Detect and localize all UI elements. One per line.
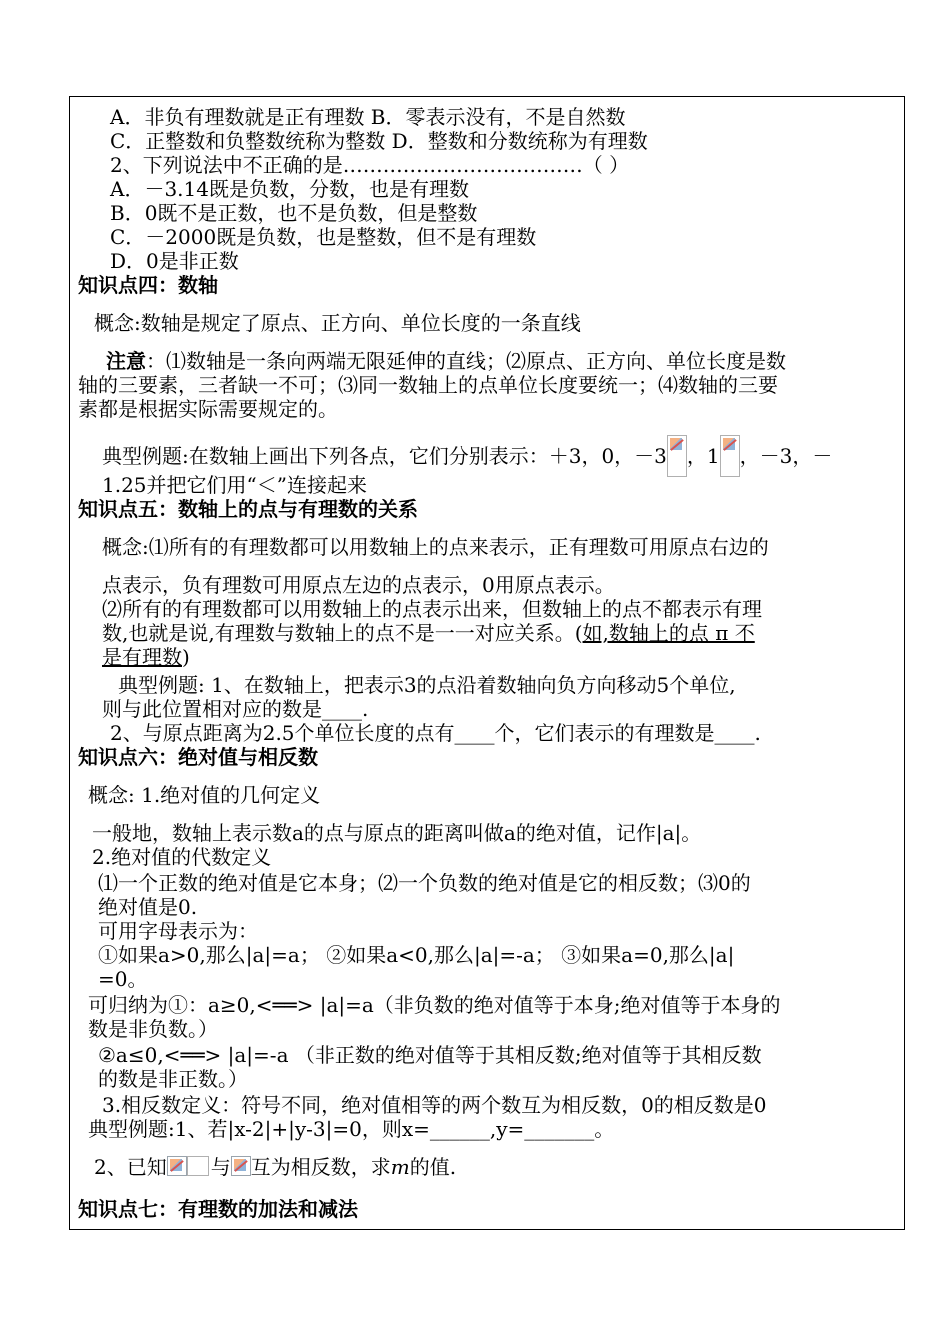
concept-line: 可归纳为①：a≥0,<══> |a|=a（非负数的绝对值等于本身;绝对值等于本身的 xyxy=(88,993,781,1017)
underlined-text: 是有理数 xyxy=(102,645,182,669)
concept-line: 3.相反数定义：符号不同，绝对值相等的两个数互为相反数，0的相反数是0 xyxy=(102,1093,767,1117)
broken-image-icon xyxy=(668,436,686,454)
example-line: 1.25并把它们用“＜”连接起来 xyxy=(102,473,367,497)
note-line: 轴的三要素，三者缺一不可；⑶同一数轴上的点单位长度要统一；⑷数轴的三要 xyxy=(78,373,778,397)
concept-line: 一般地，数轴上表示数a的点与原点的距离叫做a的绝对值，记作|a|。 xyxy=(92,821,702,845)
note-line xyxy=(106,349,786,373)
fraction-image xyxy=(720,435,740,477)
section-heading: 知识点六：绝对值与相反数 xyxy=(78,745,318,769)
concept-line: 点表示，负有理数可用原点左边的点表示，0用原点表示。 xyxy=(102,573,615,597)
fraction-image xyxy=(667,435,687,477)
concept-line: 数是非负数。） xyxy=(88,1017,218,1041)
example-text: 与 xyxy=(210,1155,231,1179)
concept-line: ①如果a>0,那么|a|=a； ②如果a<0,那么|a|=-a； ③如果a=0,那么|a| xyxy=(98,943,735,967)
example-text: 的值. xyxy=(409,1155,457,1179)
example-line: 则与此位置相对应的数是____. xyxy=(102,697,369,721)
underlined-text: 如,数轴上的点 π 不 xyxy=(582,621,755,645)
concept-line: =0。 xyxy=(98,967,148,991)
concept-line: 可用字母表示为： xyxy=(98,919,258,943)
example-text: ，－3，－ xyxy=(739,444,833,468)
broken-image-icon xyxy=(231,1156,251,1176)
question-line: 2、下列说法中不正确的是………………………………（ ） xyxy=(110,153,630,177)
concept-line: 2.绝对值的代数定义 xyxy=(92,845,272,869)
concept-line: ⑵所有的有理数都可以用数轴上的点表示出来，但数轴上的点不都表示有理 xyxy=(102,597,762,621)
section-heading: 知识点七：有理数的加法和减法 xyxy=(78,1197,358,1221)
section-heading: 知识点四：数轴 xyxy=(78,273,218,297)
example-line: 典型例题: 1、在数轴上，把表示3的点沿着数轴向负方向移动5个单位, xyxy=(118,673,736,697)
note-text: ：⑴数轴是一条向两端无限延伸的直线；⑵原点、正方向、单位长度是数 xyxy=(146,349,786,373)
concept-line: 概念:数轴是规定了原点、正方向、单位长度的一条直线 xyxy=(94,311,581,335)
example-text: 互为相反数，求 xyxy=(250,1155,391,1179)
concept-line: 概念:⑴所有的有理数都可以用数轴上的点来表示，正有理数可用原点右边的 xyxy=(102,535,769,559)
concept-text: ) xyxy=(182,645,190,669)
concept-line: 概念: 1.绝对值的几何定义 xyxy=(88,783,321,807)
option-line: C．－2000既是负数，也是整数，但不是有理数 xyxy=(110,225,537,249)
broken-image-icon xyxy=(721,436,739,454)
concept-line: ②a≤0,<══> |a|=-a （非正数的绝对值等于其相反数;绝对值等于其相反数 xyxy=(98,1043,762,1067)
note-line: 素都是根据实际需要规定的。 xyxy=(78,397,338,421)
example-line xyxy=(94,1155,456,1179)
concept-line: 的数是非正数。） xyxy=(98,1067,248,1091)
variable-m: m xyxy=(390,1155,410,1179)
example-text: 典型例题:在数轴上画出下列各点，它们分别表示：＋3，0，－3 xyxy=(102,444,667,468)
example-line: 2、与原点距离为2.5个单位长度的点有____个，它们表示的有理数是____. xyxy=(110,721,761,745)
note-label: 注意 xyxy=(106,349,146,373)
option-line: A．－3.14既是负数，分数，也是有理数 xyxy=(110,177,469,201)
section-heading: 知识点五：数轴上的点与有理数的关系 xyxy=(78,497,418,521)
example-line: 典型例题:1、若|x-2|+|y-3|=0，则x=______,y=_______。 xyxy=(88,1117,615,1141)
example-text: ，1 xyxy=(686,444,720,468)
concept-line: ⑴一个正数的绝对值是它本身；⑵一个负数的绝对值是它的相反数；⑶0的 xyxy=(98,871,751,895)
image-frame xyxy=(187,1156,209,1176)
option-line: A．非负有理数就是正有理数 B．零表示没有，不是自然数 xyxy=(110,105,626,129)
example-text: 2、已知 xyxy=(94,1155,167,1179)
concept-line xyxy=(102,621,755,645)
content-frame xyxy=(69,96,905,1230)
option-line: B．0既不是正数，也不是负数，但是整数 xyxy=(110,201,478,225)
concept-text: 数,也就是说,有理数与数轴上的点不是一一对应关系。( xyxy=(102,621,583,645)
example-line xyxy=(102,435,832,477)
broken-image-icon xyxy=(167,1156,187,1176)
concept-line: 绝对值是0. xyxy=(98,895,198,919)
option-line: C．正整数和负整数统称为整数 D．整数和分数统称为有理数 xyxy=(110,129,648,153)
option-line: D．0是非正数 xyxy=(110,249,239,273)
concept-line xyxy=(102,645,190,669)
